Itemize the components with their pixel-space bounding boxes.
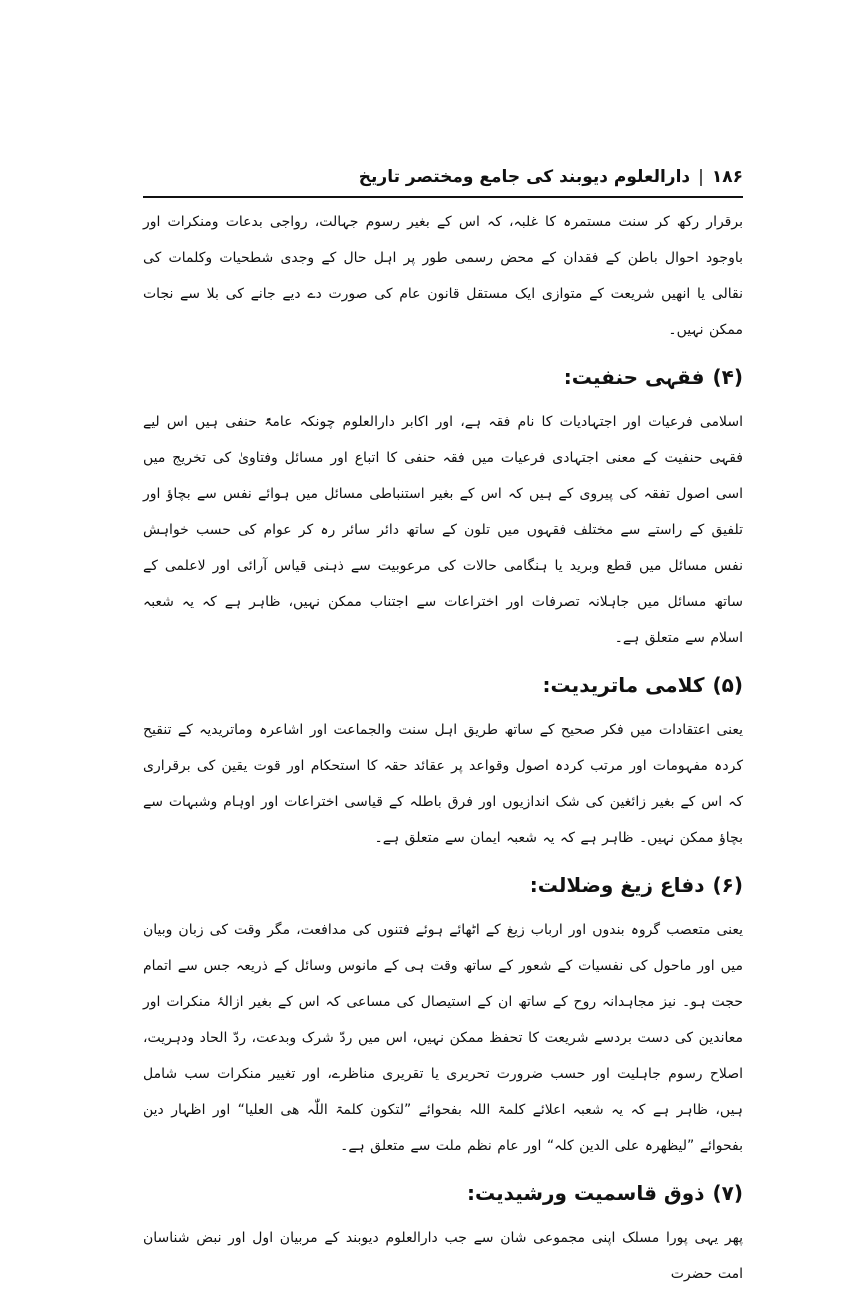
section-title: کلامی ماتریدیت: — [542, 673, 705, 697]
section-heading-hanafiyat — [143, 360, 743, 394]
section-heading-zauq — [143, 1176, 743, 1210]
section-number: (۴) — [712, 365, 743, 389]
paragraph-maturidiyat: یعنی اعتقادات میں فکر صحیح کے ساتھ طریق اہل سنت والجماعت اور اشاعرہ وماتریدیہ کے تنقیح کردہ مفہومات اور مرتب کردہ اصول وقواعد پر عقائد حقہ کا استحکام اور قوت یقین کی برقراری کہ اس کے بغیر زائغین کی شک اندازیوں اور فرق باطلہ کے قیاسی اختراعات اور اوہام وشبہات سے بچاؤ ممکن نہیں۔ ظاہر ہے کہ یہ شعبہ ایمان سے متعلق ہے۔ — [143, 722, 743, 846]
section-title: دفاع زیغ وضلالت: — [529, 873, 705, 897]
header-rule — [143, 196, 743, 198]
section-number: (۵) — [712, 673, 743, 697]
paragraph-zauq: پھر یہی پورا مسلک اپنی مجموعی شان سے جب دارالعلوم دیوبند کے مربیان اول اور نبض شناسان امت حضرت — [143, 1230, 743, 1282]
running-header — [143, 160, 743, 194]
paragraph-hanafiyat: اسلامی فرعیات اور اجتہادیات کا نام فقہ ہے، اور اکابر دارالعلوم چونکہ عامۃً حنفی ہیں اس لیے فقہی حنفیت کے معنی اجتہادی فرعیات میں فقہ حنفی کا اتباع اور مسائل وفتاویٰ کی تخریج میں اسی اصول تفقہ کی پیروی کے ہیں کہ اس کے بغیر استنباطی مسائل میں ہوائے نفس سے بچاؤ اور تلفیق کے راستے سے مختلف فقہوں میں تلون کے ساتھ دائر سائر رہ کر عوام کی حسب خواہش نفس مسائل میں قطع وبرید یا ہنگامی حالات کی مرعوبیت سے ذہنی قیاس آرائی اور لاعلمی کے ساتھ مسائل میں جاہلانہ تصرفات اور اختراعات سے اجتناب ممکن نہیں، ظاہر ہے کہ یہ شعبہ اسلام سے متعلق ہے۔ — [143, 414, 743, 646]
page-body — [143, 204, 743, 1292]
section-number: (۷) — [712, 1181, 743, 1205]
section-heading-maturidiyat — [143, 668, 743, 702]
page-number: ۱۸۶ — [711, 166, 743, 187]
paragraph-continued: برقرار رکھ کر سنت مستمرہ کا غلبہ، کہ اس کے بغیر رسوم جہالت، رواجی بدعات ومنکرات اور باوجود احوال باطن کے فقدان کے محض رسمی طور پر اہل حال کے وجدی شطحیات وکلمات کی نقالی یا انھیں شریعت کے متوازی ایک مستقل قانون عام کی صورت دے دیے جانے کی بلا سے نجات ممکن نہیں۔ — [143, 214, 743, 338]
section-number: (۶) — [712, 873, 743, 897]
header-separator: | — [698, 166, 704, 187]
book-title: دارالعلوم دیوبند کی جامع ومختصر تاریخ — [358, 166, 691, 187]
section-title: فقہی حنفیت: — [563, 365, 705, 389]
section-title: ذوق قاسمیت ورشیدیت: — [466, 1181, 705, 1205]
section-heading-difa — [143, 868, 743, 902]
paragraph-difa: یعنی متعصب گروہ بندوں اور ارباب زیغ کے اٹھائے ہوئے فتنوں کی مدافعت، مگر وقت کی زبان وبیان میں اور ماحول کی نفسیات کے شعور کے ساتھ وقت ہی کے مانوس وسائل کے ذریعہ جس سے اتمام حجت ہو۔ نیز مجاہدانہ روح کے ساتھ ان کے استیصال کی مساعی کہ اس کے بغیر ازالۂ منکرات اور معاندین کی دست بردسے شریعت کا تحفظ ممکن نہیں، اس میں ردّ شرک وبدعت، ردّ الحاد ودہریت، اصلاح رسوم جاہلیت اور حسب ضرورت تحریری یا تقریری مناظرے، اور تغییر منکرات سب شامل ہیں، ظاہر ہے کہ یہ شعبہ اعلائے کلمۃ اللہ بفحوائے ”لتکون کلمۃ اللّٰہ ھی العلیا“ اور اظہار دین بفحوائے ”لیظھرہ علی الدین کلہ“ اور عام نظم ملت سے متعلق ہے۔ — [143, 922, 743, 1154]
